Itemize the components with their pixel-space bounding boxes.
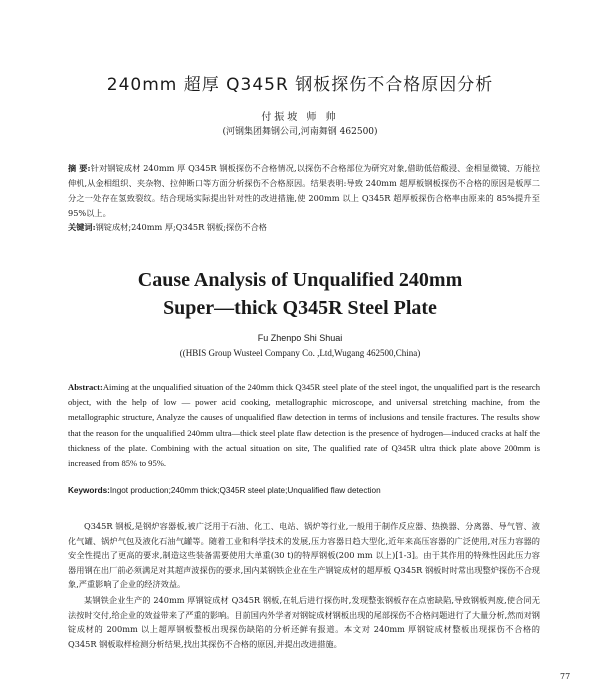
body-paragraph-1: Q345R 钢板,是钢炉容器板,被广泛用于石油、化工、电站、锅炉等行业,一般用于制作反应器、热换器、分离器、导气管、液化气罐、锅炉气包及液化石油气罐等。随着工业和科学技术的发展,压力容器日趋大型化,近年来高压容器的广泛使用,对压力容器的安全性提出了更高的要求,制造这些装备需要使用大单重(30 t)的特厚钢板(200 mm 以上)[1-3]。由于其作用的特殊性因此压力容器用钢在出厂前必须满足对其超声波探伤的要求,国内某钢铁企业在生产钢锭成材的超厚板 Q345R 钢板时时常出现整炉探伤不合现象,严重影响了企业的经济效益。 xyxy=(68,521,540,590)
chinese-abstract-text: 针对钢锭成材 240mm 厚 Q345R 钢板探伤不合格情况,以探伤不合格部位为研究对象,借助低倍酸浸、金相显微镜、万能拉伸机,从金相组织、夹杂物、拉伸断口等方面分析探伤不合格原因。结果表明:导致 240mm 超厚板钢板探伤不合格的原因是板厚二分之一处存在氢致裂纹。结合现场实际提出针对性的改进措施,使 200mm 以上 Q345R 超厚板探伤合格率由原来的 85%提升至 95%以上。 xyxy=(68,163,541,218)
body-paragraph-2: 某钢铁企业生产的 240mm 厚钢锭成材 Q345R 钢板,在轧后进行探伤时,发现整张钢板存在点密缺陷,导致钢板判废,使合同无法按时交付,给企业的效益带来了严重的影响。目前国内外学者对钢锭成材钢板出现的尾部探伤不合格问题进行了大量分析,然而对钢锭成材的 200mm 以上超厚钢板整板出现探伤缺陷的分析还鲜有报道。本文对 240mm 厚钢锭成材整板出现探伤不合格的 Q345R 钢板取样检测分析结果,找出其探伤不合格的原因,并提出改进措施。 xyxy=(68,594,540,649)
chinese-affiliation: (河钢集团舞钢公司,河南舞钢 462500) xyxy=(222,127,378,137)
chinese-title: 240mm 超厚 Q345R 钢板探伤不合格原因分析 xyxy=(106,75,494,95)
english-abstract-text: Aiming at the unqualified situation of the 240mm thick Q345R steel plate of the steel ingot, the unqualified part is the research object, with the help of low — power acid cooking, metallographic microscope, and universal stretching machine, from the metallographic structure, Analyze the causes of unqualified flaw detection in terms of inclusions and tensile fractures. The results show that the reason for the unqualified 240mm ultra—thick steel plate flaw detection is the presence of hydrogen—induced cracks at half the thickness of the plate. Combining with the actual situation on site, The qualified rate of Q345R ultra thick plate above 200mm is increased from 85% to 95%. xyxy=(68,382,540,469)
chinese-authors: 付振坡 师 帅 xyxy=(261,112,339,123)
chinese-keywords xyxy=(68,222,540,233)
english-affiliation: ((HBIS Group Wusteel Company Co. ,Ltd,Wugang 462500,China) xyxy=(179,348,421,358)
chinese-keywords-label: 关键词: xyxy=(68,222,96,232)
english-keywords-text: Ingot production;240mm thick;Q345R steel plate;Unqualified flaw detection xyxy=(109,486,381,495)
chinese-keywords-text: 钢锭成材;240mm 厚;Q345R 钢板;探伤不合格 xyxy=(95,222,267,232)
english-title xyxy=(0,266,600,322)
english-abstract-label: Abstract: xyxy=(68,382,103,392)
english-title-line2: Super—thick Q345R Steel Plate xyxy=(163,297,437,319)
page-number: 77 xyxy=(560,672,571,681)
english-abstract xyxy=(68,380,540,471)
body-text xyxy=(68,519,540,652)
chinese-abstract xyxy=(68,161,540,221)
chinese-abstract-label: 摘 要: xyxy=(68,163,91,173)
english-title-line1: Cause Analysis of Unqualified 240mm xyxy=(137,269,463,291)
english-keywords-label: Keywords: xyxy=(68,486,110,495)
english-authors: Fu Zhenpo Shi Shuai xyxy=(257,333,343,343)
english-keywords xyxy=(68,486,540,495)
